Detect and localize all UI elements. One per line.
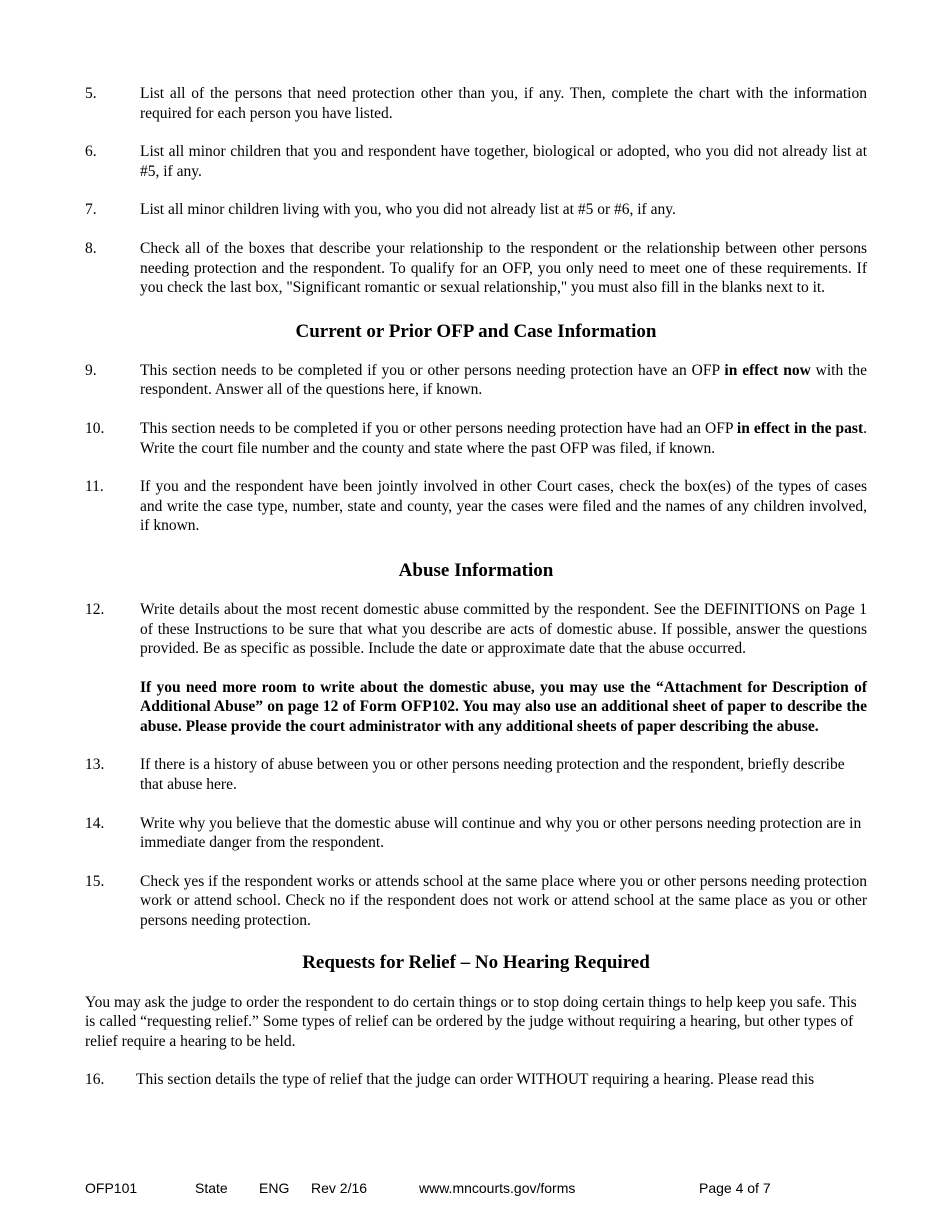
section-heading-relief: Requests for Relief – No Hearing Required [302, 951, 650, 973]
instruction-item-9 [85, 361, 867, 400]
item-text: List all of the persons that need protection other than you, if any. Then, complete the chart with the information required for each person you have listed. [140, 85, 867, 122]
item-text: List all minor children living with you, who you did not already list at #5 or #6, if any. [140, 201, 676, 219]
item-text: List all minor children that you and respondent have together, biological or adopted, who you did not already list at #5, if any. [140, 143, 867, 180]
bold-note: If you need more room to write about the domestic abuse, you may use the “Attachment for Description of Additional Abuse” on page 12 of Form OFP102. You may also use an additional sheet of paper to describe the abuse. Please provide the court administrator with any additional sheets of paper describing the abuse. [140, 678, 867, 735]
item-number: 10. [85, 419, 105, 437]
item-number: 8. [85, 239, 97, 257]
item-text: If you and the respondent have been jointly involved in other Court cases, check the box(es) of the types of cases and write the case type, number, state and county, year the cases were filed and the names of any children involved, if known. [140, 478, 867, 535]
footer-language: ENG [259, 1180, 290, 1196]
item-text: Check all of the boxes that describe your relationship to the respondent or the relationship between other persons needing protection and the respondent. To qualify for an OFP, you only need to meet one of these requirements. If you check the last box, "Significant romantic or sexual relationship," you must also fill in the blanks next to it. [140, 239, 867, 297]
item-text: This section details the type of relief that the judge can order WITHOUT requiring a hearing. Please read this [136, 1071, 815, 1089]
item-number: 16. [85, 1071, 105, 1089]
item-text: If there is a history of abuse between you or other persons needing protection and the respondent, briefly describe that abuse here. [140, 756, 845, 794]
item-text: Write details about the most recent domestic abuse committed by the respondent. See the DEFINITIONS on Page 1 of these Instructions to be sure that what you describe are acts of domestic abuse. If possible, answer the questions provided. Be as specific as possible. Include the date or approximate date that the abuse occurred. [140, 600, 867, 658]
item-text: This section needs to be completed if you or other persons needing protection have an OFP in effect now with the respondent. Answer all of the questions here, if known. [140, 361, 867, 399]
instruction-item-11 [85, 477, 867, 536]
instruction-item-8 [85, 239, 867, 298]
instruction-item-5 [85, 84, 867, 123]
item-number: 11. [85, 478, 104, 496]
item-text: This section needs to be completed if you or other persons needing protection have had an OFP in effect in the past. Write the court file number and the county and state where the past OFP was filed, if known. [140, 419, 867, 457]
abuse-attachment-note [85, 678, 867, 737]
instruction-item-6 [85, 142, 867, 181]
item-number: 15. [85, 872, 105, 890]
item-number: 6. [85, 143, 97, 161]
instruction-item-15 [85, 872, 867, 931]
item-text: Write why you believe that the domestic abuse will continue and why you or other persons needing protection are in immediate danger from the respondent. [140, 814, 862, 852]
instruction-item-13 [85, 755, 867, 794]
footer-revision: Rev 2/16 [311, 1180, 368, 1196]
footer-page-number: Page 4 of 7 [699, 1180, 771, 1196]
section-heading-current-prior: Current or Prior OFP and Case Information [295, 320, 657, 342]
item-text: Check yes if the respondent works or attends school at the same place where you or other persons needing protection work or attend school. Check no if the respondent does not work or attend school at the same place as you or other persons needing protection. [140, 872, 867, 930]
item-number: 9. [85, 361, 97, 379]
footer-url[interactable]: www.mncourts.gov/forms [419, 1180, 576, 1196]
footer-form-id: OFP101 [85, 1180, 138, 1196]
instruction-item-7 [85, 200, 867, 220]
item-number: 12. [85, 600, 105, 618]
instruction-item-12 [85, 600, 867, 659]
item-number: 7. [85, 201, 97, 219]
instruction-item-10 [85, 419, 867, 458]
footer-state: State [195, 1180, 228, 1196]
item-number: 14. [85, 814, 105, 832]
item-number: 13. [85, 756, 105, 774]
instruction-item-14 [85, 814, 867, 853]
section-heading-abuse: Abuse Information [398, 559, 554, 581]
item-number: 5. [85, 85, 97, 102]
instructions-page [85, 84, 867, 1090]
relief-intro-paragraph: You may ask the judge to order the respondent to do certain things or to stop doing certain things to help keep you safe. This is called “requesting relief.” Some types of relief can be ordered by the judge without requiring a hearing, but other types of relief require a hearing to be held. [85, 993, 857, 1050]
instruction-item-16 [85, 1070, 867, 1090]
